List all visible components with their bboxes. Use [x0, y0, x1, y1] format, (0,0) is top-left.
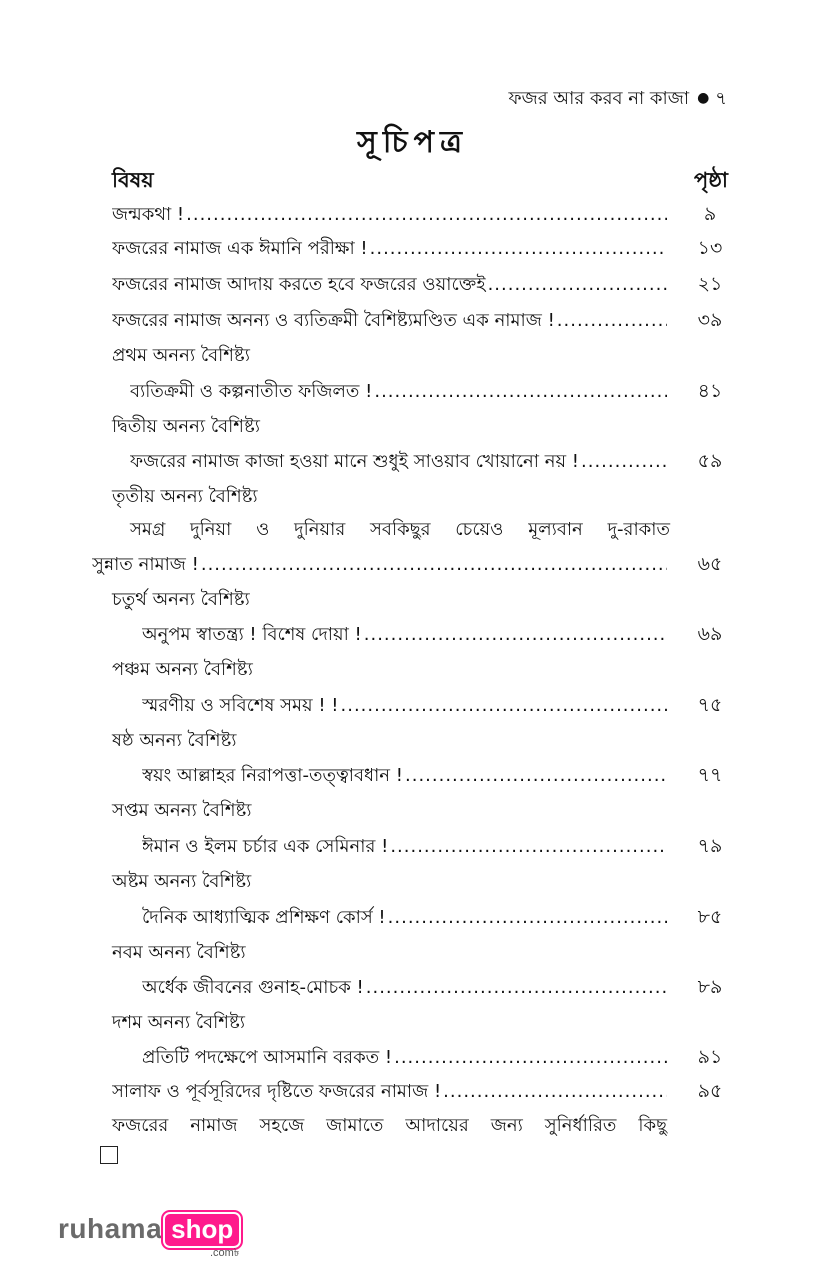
leader-dots — [186, 204, 667, 225]
toc-entry-title: ঈমান ও ইলম চর্চার এক সেমিনার ! — [142, 836, 389, 857]
subject-column-header: বিষয় — [112, 168, 154, 192]
toc-entry[interactable] — [112, 1077, 667, 1108]
toc-entry-title: ফজরের নামাজ অনন্য ও ব্যতিক্রমী বৈশিষ্ট্যমণ্ডিত এক নামাজ ! — [112, 310, 555, 331]
toc-entry[interactable] — [92, 550, 667, 581]
toc-entry[interactable] — [142, 761, 667, 792]
toc-entry[interactable] — [112, 306, 667, 337]
toc-entry-title: স্মরণীয় ও সবিশেষ সময় ! ! — [142, 695, 339, 716]
toc-section-heading: চতুর্থ অনন্য বৈশিষ্ট্য — [112, 589, 250, 610]
leader-dots — [557, 310, 667, 331]
leader-dots — [370, 238, 667, 259]
toc-page-number: ৩৯ — [697, 309, 723, 331]
leader-dots — [581, 451, 667, 472]
toc-page-number: ৯ — [703, 203, 717, 225]
leader-dots — [366, 977, 667, 998]
toc-section-heading: সপ্তম অনন্য বৈশিষ্ট্য — [112, 800, 252, 821]
toc-entry[interactable] — [142, 620, 667, 651]
toc-section-heading: দশম অনন্য বৈশিষ্ট্য — [112, 1012, 245, 1033]
logo-brand-text: ruhama — [58, 1213, 163, 1244]
toc-entry-title: অর্ধেক জীবনের গুনাহ-মোচক ! — [142, 977, 364, 998]
toc-section-heading: তৃতীয় অনন্য বৈশিষ্ট্য — [112, 486, 258, 507]
leader-dots — [201, 554, 667, 575]
toc-entry-title: ফজরের নামাজ এক ঈমানি পরীক্ষা ! — [112, 238, 368, 259]
leader-dots — [374, 381, 667, 402]
toc-entry-title: ফজরের নামাজ কাজা হওয়া মানে শুধুই সাওয়াব খোয়ানো নয় ! — [130, 451, 579, 472]
toc-entry-title: দৈনিক আধ্যাত্মিক প্রশিক্ষণ কোর্স ! — [142, 907, 386, 928]
logo-shop-text: shop — [163, 1212, 241, 1248]
page-title: সূচিপত্র — [357, 125, 468, 160]
toc-page-number: ৮৯ — [697, 976, 723, 998]
toc-section-heading: ষষ্ঠ অনন্য বৈশিষ্ট্য — [112, 730, 237, 751]
toc-page-number: ৭৯ — [697, 835, 723, 857]
toc-entry-title: সুন্নাত নামাজ ! — [92, 554, 199, 575]
toc-page-number: ৪১ — [697, 380, 723, 402]
toc-section-heading: পঞ্চম অনন্য বৈশিষ্ট্য — [112, 659, 253, 680]
leader-dots — [405, 765, 667, 786]
toc-entry-title: জন্মকথা ! — [112, 204, 185, 225]
leader-dots — [364, 624, 667, 645]
toc-section-heading: অষ্টম অনন্য বৈশিষ্ট্য — [112, 871, 252, 892]
header-page-number: ৭ — [715, 88, 727, 109]
logo-domain-text: .com৳ — [209, 1247, 240, 1259]
leader-dots — [341, 695, 668, 716]
running-title: ফজর আর করব না কাজা — [508, 88, 690, 109]
toc-page-number: ৯৫ — [697, 1080, 723, 1102]
leader-dots — [394, 1047, 667, 1068]
page-column-header: পৃষ্ঠা — [693, 168, 728, 192]
toc-entry-title: স্বয়ং আল্লাহর নিরাপত্তা-তত্ত্বাবধান ! — [142, 765, 403, 786]
ruhamashop-logo — [58, 1212, 241, 1259]
toc-entry-title: ব্যতিক্রমী ও কল্পনাতীত ফজিলত ! — [130, 381, 373, 402]
toc-entry[interactable] — [130, 377, 667, 408]
toc-entry[interactable] — [142, 832, 667, 863]
toc-entry[interactable] — [112, 234, 667, 265]
toc-page-number: ৭৭ — [697, 764, 723, 786]
toc-section-heading: দ্বিতীয় অনন্য বৈশিষ্ট্য — [112, 416, 260, 437]
toc-page-number: ৭৫ — [697, 694, 723, 716]
toc-entry-title: প্রতিটি পদক্ষেপে আসমানি বরকত ! — [142, 1047, 393, 1068]
logo-shop-badge — [163, 1212, 241, 1259]
toc-page-number: ৫৯ — [697, 450, 723, 472]
toc-entry[interactable] — [130, 447, 667, 478]
toc-entry[interactable] — [142, 973, 667, 1004]
leader-dots — [390, 836, 667, 857]
toc-page-number: ২১ — [697, 273, 723, 295]
toc-page-number: ১৩ — [697, 237, 723, 259]
toc-entry[interactable] — [142, 1043, 667, 1074]
leader-dots — [488, 274, 667, 295]
toc-entry-title: সালাফ ও পূর্বসূরিদের দৃষ্টিতে ফজরের নামাজ ! — [112, 1081, 442, 1102]
toc-entry-first-line[interactable]: ফজরের নামাজ সহজে জামাতে আদায়ের জন্য সুনির্ধারিত কিছু — [112, 1115, 667, 1136]
toc-entry-title: অনুপম স্বাতন্ত্র্য ! বিশেষ দোয়া ! — [142, 624, 362, 645]
toc-section-heading: প্রথম অনন্য বৈশিষ্ট্য — [112, 345, 250, 366]
toc-page-number: ৬৫ — [697, 553, 723, 575]
toc-entry[interactable] — [142, 691, 667, 722]
toc-section-heading: নবম অনন্য বৈশিষ্ট্য — [112, 942, 246, 963]
leader-dots — [443, 1081, 667, 1102]
missing-glyph-box — [100, 1146, 118, 1164]
toc-entry[interactable] — [142, 903, 667, 934]
toc-entry[interactable] — [112, 270, 667, 301]
toc-entry[interactable] — [112, 200, 667, 231]
toc-page-number: ৬৯ — [697, 623, 723, 645]
toc-entry-first-line[interactable]: সমগ্র দুনিয়া ও দুনিয়ার সবকিছুর চেয়েও মূল্যবান দু-রাকাত — [130, 519, 670, 540]
toc-page-number: ৮৫ — [697, 906, 723, 928]
leader-dots — [388, 907, 667, 928]
toc-entry-title: ফজরের নামাজ আদায় করতে হবে ফজরের ওয়াক্তেই — [112, 274, 486, 295]
bullet-icon: ● — [697, 90, 710, 106]
toc-page-number: ৯১ — [697, 1046, 723, 1068]
